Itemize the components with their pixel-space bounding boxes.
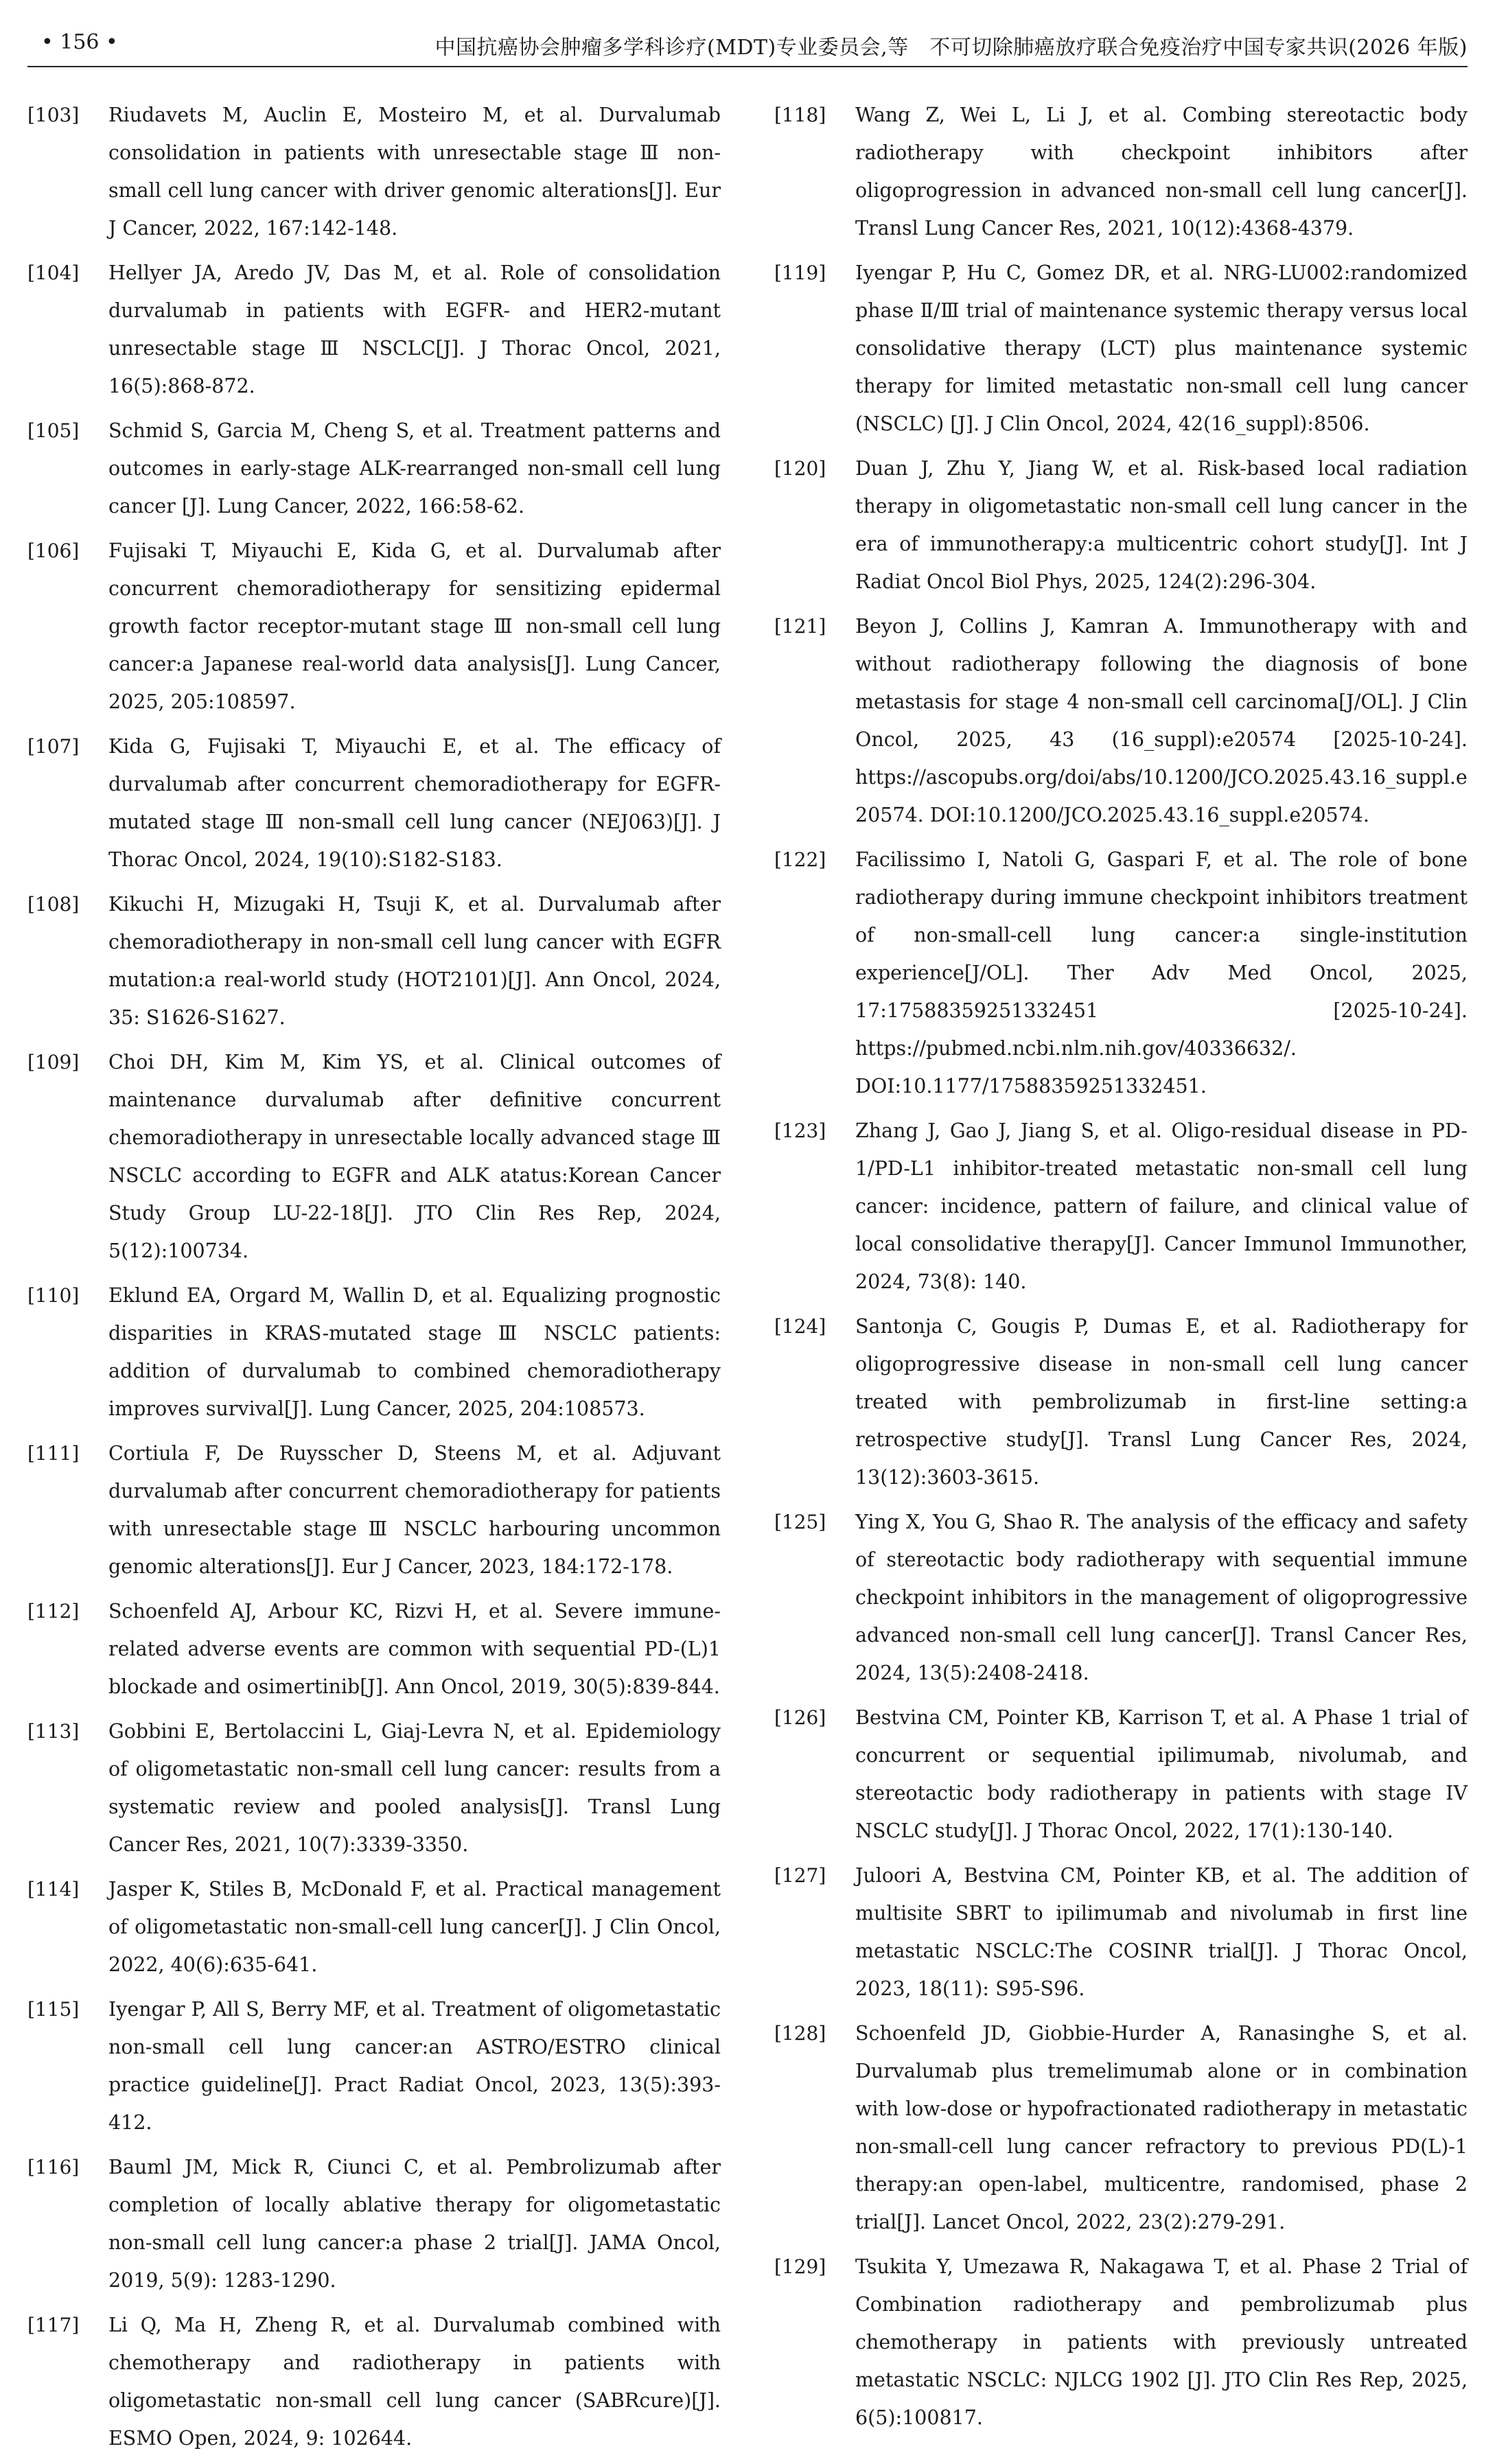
reference-text: Wang Z, Wei L, Li J, et al. Combing stereotactic body radiotherapy with checkpoint inhibitors after oligoprogression in advanced non-small cell lung cancer[J]. Transl Lung Cancer Res, 2021, 10(12):4368-4379. xyxy=(855,104,1468,240)
reference-item xyxy=(27,2148,721,2299)
reference-number: [113] xyxy=(27,1720,80,1743)
reference-text: Kida G, Fujisaki T, Miyauchi E, et al. The efficacy of durvalumab after concurrent chemoradiotherapy for EGFR-mutated stage Ⅲ non-small cell lung cancer (NEJ063)[J]. J Thorac Oncol, 2024, 19(10):S182-S183. xyxy=(108,735,721,871)
reference-number: [106] xyxy=(27,539,80,562)
reference-item xyxy=(27,885,721,1036)
reference-text: Bauml JM, Mick R, Ciunci C, et al. Pembrolizumab after completion of locally ablative therapy for oligometastatic non-small cell lung cancer:a phase 2 trial[J]. JAMA Oncol, 2019, 5(9): 1283-1290. xyxy=(108,2156,721,2292)
reference-item xyxy=(27,728,721,879)
running-header xyxy=(27,25,1468,67)
reference-item xyxy=(774,450,1468,601)
reference-text: Schmid S, Garcia M, Cheng S, et al. Treatment patterns and outcomes in early-stage ALK-rearranged non-small cell lung cancer [J]. Lung Cancer, 2022, 166:58-62. xyxy=(108,419,721,518)
reference-text: Tsukita Y, Umezawa R, Nakagawa T, et al. Phase 2 Trial of Combination radiotherapy and pembrolizumab plus chemotherapy in patients with previously untreated metastatic NSCLC: NJLCG 1902 [J]. JTO Clin Res Rep, 2025, 6(5):100817. xyxy=(855,2255,1468,2429)
reference-item xyxy=(774,1503,1468,1692)
reference-text: Eklund EA, Orgard M, Wallin D, et al. Equalizing prognostic disparities in KRAS-mutated stage Ⅲ NSCLC patients: addition of durvalumab to combined chemoradiotherapy improves survival[J]. Lung Cancer, 2025, 204:108573. xyxy=(108,1284,721,1420)
reference-item xyxy=(774,607,1468,834)
reference-text: Cortiula F, De Ruysscher D, Steens M, et al. Adjuvant durvalumab after concurrent chemoradiotherapy for patients with unresectable stage Ⅲ NSCLC harbouring uncommon genomic alterations[J]. Eur J Cancer, 2023, 184:172-178. xyxy=(108,1442,721,1578)
reference-item xyxy=(27,1043,721,1270)
reference-text: Santonja C, Gougis P, Dumas E, et al. Radiotherapy for oligoprogressive disease in non-small cell lung cancer treated with pembrolizumab in first-line setting:a retrospective study[J]. Transl Lung Cancer Res, 2024, 13(12):3603-3615. xyxy=(855,1315,1468,1489)
reference-number: [115] xyxy=(27,1998,80,2021)
reference-column-right xyxy=(774,96,1468,2443)
reference-item xyxy=(774,1307,1468,1496)
reference-text: Choi DH, Kim M, Kim YS, et al. Clinical outcomes of maintenance durvalumab after definitive concurrent chemoradiotherapy in unresectable locally advanced stage Ⅲ NSCLC according to EGFR and ALK atatus:Korean Cancer Study Group LU-22-18[J]. JTO Clin Res Rep, 2024, 5(12):100734. xyxy=(108,1051,721,1262)
reference-number: [114] xyxy=(27,1878,80,1901)
running-title: 中国抗癌协会肿瘤多学科诊疗(MDT)专业委员会,等 不可切除肺癌放疗联合免疫治疗中国专家共识(2026 年版) xyxy=(434,36,1468,60)
reference-item xyxy=(27,412,721,525)
reference-number: [118] xyxy=(774,104,826,126)
reference-number: [116] xyxy=(27,2156,80,2178)
reference-item xyxy=(774,1857,1468,2008)
reference-item xyxy=(27,532,721,721)
reference-text: Iyengar P, All S, Berry MF, et al. Treatment of oligometastatic non-small cell lung cancer:an ASTRO/ESTRO clinical practice guideline[J]. Pract Radiat Oncol, 2023, 13(5):393-412. xyxy=(108,1998,721,2134)
reference-text: Duan J, Zhu Y, Jiang W, et al. Risk-based local radiation therapy in oligometastatic non-small cell lung cancer in the era of immunotherapy:a multicentric cohort study[J]. Int J Radiat Oncol Biol Phys, 2025, 124(2):296-304. xyxy=(855,457,1468,593)
reference-text: Fujisaki T, Miyauchi E, Kida G, et al. Durvalumab after concurrent chemoradiotherapy for sensitizing epidermal growth factor receptor-mutant stage Ⅲ non-small cell lung cancer:a Japanese real-world data analysis[J]. Lung Cancer, 2025, 205:108597. xyxy=(108,539,721,713)
reference-number: [125] xyxy=(774,1511,826,1533)
reference-text: Kikuchi H, Mizugaki H, Tsuji K, et al. Durvalumab after chemoradiotherapy in non-small cell lung cancer with EGFR mutation:a real-world study (HOT2101)[J]. Ann Oncol, 2024, 35: S1626-S1627. xyxy=(108,893,721,1029)
reference-text: Hellyer JA, Aredo JV, Das M, et al. Role of consolidation durvalumab in patients with EGFR- and HER2-mutant unresectable stage Ⅲ NSCLC[J]. J Thorac Oncol, 2021, 16(5):868-872. xyxy=(108,261,721,397)
reference-number: [109] xyxy=(27,1051,80,1073)
reference-text: Schoenfeld AJ, Arbour KC, Rizvi H, et al. Severe immune-related adverse events are common with sequential PD-(L)1 blockade and osimertinib[J]. Ann Oncol, 2019, 30(5):839-844. xyxy=(108,1600,721,1698)
reference-text: Jasper K, Stiles B, McDonald F, et al. Practical management of oligometastatic non-small-cell lung cancer[J]. J Clin Oncol, 2022, 40(6):635-641. xyxy=(108,1878,721,1976)
reference-number: [107] xyxy=(27,735,80,758)
reference-item xyxy=(774,2014,1468,2241)
reference-item xyxy=(27,96,721,247)
reference-number: [127] xyxy=(774,1864,826,1887)
reference-text: Facilissimo I, Natoli G, Gaspari F, et al. The role of bone radiotherapy during immune checkpoint inhibitors treatment of non-small-cell lung cancer:a single-institution experience[J/OL]. Ther Adv Med Oncol, 2025, 17:17588359251332451 [2025-10-24]. https://pubmed.ncbi.nlm.nih.gov/40336632/. DOI:10.1177/17588359251332451. xyxy=(855,848,1468,1097)
reference-number: [123] xyxy=(774,1119,826,1142)
reference-number: [120] xyxy=(774,457,826,480)
reference-item xyxy=(774,254,1468,443)
reference-item xyxy=(774,841,1468,1105)
page-number: • 156 • xyxy=(41,30,118,54)
reference-text: Riudavets M, Auclin E, Mosteiro M, et al. Durvalumab consolidation in patients with unresectable stage Ⅲ non-small cell lung cancer with driver genomic alterations[J]. Eur J Cancer, 2022, 167:142-148. xyxy=(108,104,721,240)
reference-item xyxy=(27,1592,721,1706)
reference-text: Gobbini E, Bertolaccini L, Giaj-Levra N, et al. Epidemiology of oligometastatic non-small cell lung cancer: results from a systematic review and pooled analysis[J]. Transl Lung Cancer Res, 2021, 10(7):3339-3350. xyxy=(108,1720,721,1856)
reference-number: [121] xyxy=(774,615,826,638)
reference-text: Schoenfeld JD, Giobbie-Hurder A, Ranasinghe S, et al. Durvalumab plus tremelimumab alone or in combination with low-dose or hypofractionated radiotherapy in metastatic non-small-cell lung cancer refractory to previous PD(L)-1 therapy:an open-label, multicentre, randomised, phase 2 trial[J]. Lancet Oncol, 2022, 23(2):279-291. xyxy=(855,2022,1468,2233)
reference-text: Iyengar P, Hu C, Gomez DR, et al. NRG-LU002:randomized phase Ⅱ/Ⅲ trial of maintenance systemic therapy versus local consolidative therapy (LCT) plus maintenance systemic therapy for limited metastatic non-small cell lung cancer (NSCLC) [J]. J Clin Oncol, 2024, 42(16_suppl):8506. xyxy=(855,261,1468,435)
reference-item xyxy=(27,1990,721,2141)
reference-column-left xyxy=(27,96,721,2464)
reference-item xyxy=(27,1277,721,1428)
reference-number: [104] xyxy=(27,261,80,284)
reference-text: Ying X, You G, Shao R. The analysis of the efficacy and safety of stereotactic body radiotherapy with sequential immune checkpoint inhibitors in the management of oligoprogressive advanced non-small cell lung cancer[J]. Transl Cancer Res, 2024, 13(5):2408-2418. xyxy=(855,1511,1468,1684)
reference-item xyxy=(27,1870,721,1984)
reference-item xyxy=(27,1712,721,1863)
reference-number: [117] xyxy=(27,2314,80,2336)
reference-number: [103] xyxy=(27,104,80,126)
reference-number: [108] xyxy=(27,893,80,916)
reference-item xyxy=(774,1699,1468,1850)
reference-item xyxy=(774,2248,1468,2437)
reference-number: [129] xyxy=(774,2255,826,2278)
reference-number: [112] xyxy=(27,1600,80,1623)
reference-number: [110] xyxy=(27,1284,80,1307)
reference-text: Juloori A, Bestvina CM, Pointer KB, et al. The addition of multisite SBRT to ipilimumab and nivolumab in first line metastatic NSCLC:The COSINR trial[J]. J Thorac Oncol, 2023, 18(11): S95-S96. xyxy=(855,1864,1468,2000)
reference-number: [105] xyxy=(27,419,80,442)
reference-item xyxy=(27,254,721,405)
reference-number: [126] xyxy=(774,1706,826,1729)
reference-text: Li Q, Ma H, Zheng R, et al. Durvalumab combined with chemotherapy and radiotherapy in patients with oligometastatic non-small cell lung cancer (SABRcure)[J]. ESMO Open, 2024, 9: 102644. xyxy=(108,2314,721,2450)
reference-number: [119] xyxy=(774,261,826,284)
reference-item xyxy=(27,1434,721,1585)
reference-number: [128] xyxy=(774,2022,826,2045)
reference-item xyxy=(774,1112,1468,1301)
reference-text: Bestvina CM, Pointer KB, Karrison T, et al. A Phase 1 trial of concurrent or sequential ipilimumab, nivolumab, and stereotactic body radiotherapy in patients with stage IV NSCLC study[J]. J Thorac Oncol, 2022, 17(1):130-140. xyxy=(855,1706,1468,1842)
reference-text: Zhang J, Gao J, Jiang S, et al. Oligo-residual disease in PD-1/PD-L1 inhibitor-treated metastatic non-small cell lung cancer: incidence, pattern of failure, and clinical value of local consolidative therapy[J]. Cancer Immunol Immunother, 2024, 73(8): 140. xyxy=(855,1119,1468,1293)
reference-number: [124] xyxy=(774,1315,826,1338)
reference-number: [122] xyxy=(774,848,826,871)
reference-item xyxy=(27,2306,721,2457)
reference-item xyxy=(774,96,1468,247)
reference-text: Beyon J, Collins J, Kamran A. Immunotherapy with and without radiotherapy following the diagnosis of bone metastasis for stage 4 non-small cell carcinoma[J/OL]. J Clin Oncol, 2025, 43 (16_suppl):e20574 [2025-10-24]. https://ascopubs.org/doi/abs/10.1200/JCO.2025.43.16_suppl.e20574. DOI:10.1200/JCO.2025.43.16_suppl.e20574. xyxy=(855,615,1468,826)
reference-number: [111] xyxy=(27,1442,80,1465)
